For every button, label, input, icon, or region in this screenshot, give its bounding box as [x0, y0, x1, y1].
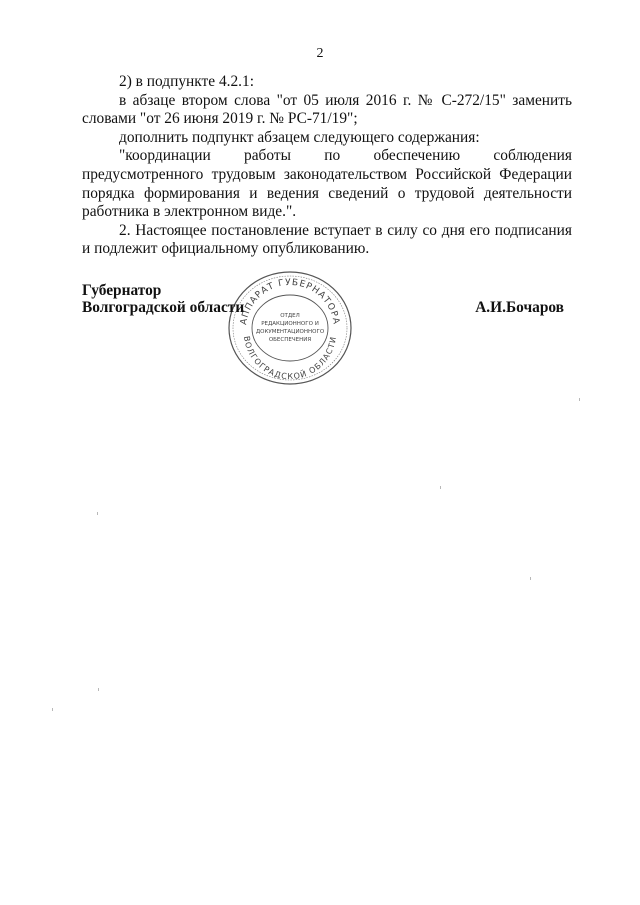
- stamp-center-line-2: РЕДАКЦИОННОГО И: [261, 321, 319, 327]
- signatory-title-line-1: Губернатор: [82, 282, 162, 299]
- stamp-center-line-3: ДОКУМЕНТАЦИОННОГО: [255, 329, 325, 335]
- signatory-title-line-2: Волгоградской области: [82, 299, 245, 316]
- stamp-center-line-1: ОТДЕЛ: [280, 313, 300, 319]
- scan-speck: [440, 486, 441, 489]
- scan-speck: [530, 577, 531, 580]
- page-number: 2: [316, 46, 324, 61]
- stamp-center-line-4: ОБЕСПЕЧЕНИЯ: [268, 337, 312, 343]
- document-body: [82, 73, 572, 259]
- signature-block: [82, 282, 572, 322]
- paragraph-add-clause: дополнить подпункт абзацем следующего содержания:: [119, 128, 480, 146]
- paragraph-replace-words: в абзаце втором слова "от 05 июля 2016 г. № С-272/15" заменить словами "от 26 июня 2019 г. № РС-71/19";: [82, 91, 572, 128]
- scan-speck: [98, 688, 99, 691]
- signatory-name: А.И.Бочаров: [475, 299, 564, 316]
- stamp-bottom-ring-text: ВОЛГОГРАДСКОЙ ОБЛАСТИ: [242, 335, 338, 382]
- stamp-outer-ring-text: АППАРАТ ГУБЕРНАТОРА: [239, 277, 341, 326]
- paragraph-quoted-clause: "координации работы по обеспечению соблюдения предусмотренного трудовым законодательством Российской Федерации порядка формирования и ведения сведений о трудовой деятельности работника в электронном виде.".: [82, 147, 572, 221]
- paragraph-effective-date: 2. Настоящее постановление вступает в силу со дня его подписания и подлежит официальному опубликованию.: [82, 221, 572, 258]
- scan-speck: [52, 708, 53, 711]
- paragraph-subitem-heading: 2) в подпункте 4.2.1:: [119, 73, 255, 90]
- scan-speck: [579, 398, 580, 401]
- scan-speck: [97, 512, 98, 515]
